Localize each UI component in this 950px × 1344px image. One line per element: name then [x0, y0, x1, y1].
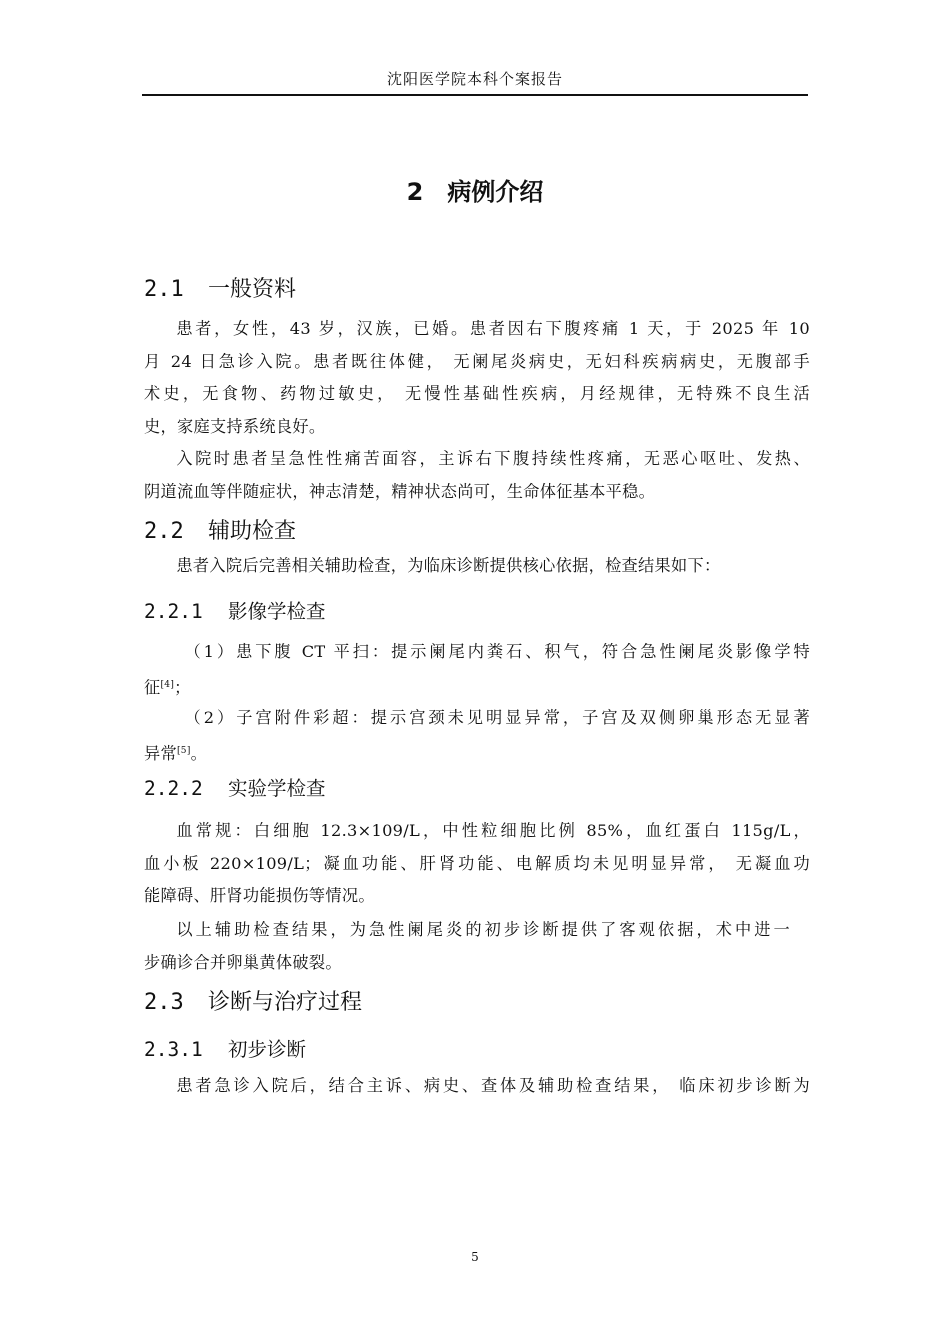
- text-line: 血小板 220×109/L；凝血功能、肝肾功能、电解质均未见明显异常， 无凝血功: [144, 853, 810, 873]
- text-line: 以上辅助检查结果，为急性阑尾炎的初步诊断提供了客观依据，术中进一: [176, 920, 790, 939]
- section-title: 诊断与治疗过程: [208, 990, 363, 1015]
- text-fragment: 征: [144, 677, 161, 697]
- section-title: 辅助检查: [208, 519, 297, 544]
- citation-ref: [5]: [176, 745, 191, 756]
- text-line: 患者急诊入院后，结合主诉、病史、查体及辅助检查结果， 临床初步诊断为: [176, 1076, 810, 1095]
- text-line: 入院时患者呈急性性痛苦面容，主诉右下腹持续性疼痛，无恶心呕吐、发热、: [176, 449, 810, 468]
- paragraph-general-info-1: [144, 313, 810, 443]
- section-title: 初步诊断: [228, 1038, 307, 1061]
- section-number: 2.2.1: [144, 600, 203, 623]
- text-line: （2）子宫附件彩超：提示宫颈未见明显异常，子宫及双侧卵巢形态无显著: [184, 708, 810, 727]
- section-heading-2-3: [144, 985, 362, 1016]
- text-line: （1）患下腹 CT 平扫：提示阑尾内粪石、积气，符合急性阑尾炎影像学特: [184, 642, 810, 661]
- text-line: 能障碍、肝肾功能损伤等情况。: [144, 886, 375, 905]
- page-number: 5: [471, 1250, 479, 1264]
- paragraph-initial-diagnosis: [144, 1070, 810, 1103]
- chapter-title: 2 病例介绍: [406, 178, 544, 206]
- section-heading-2-1: [144, 272, 296, 303]
- text-fragment: 异常: [144, 743, 177, 763]
- paragraph-general-info-2: [144, 443, 810, 508]
- text-fragment: 。: [190, 743, 208, 763]
- paragraph-lab-results: [144, 815, 810, 913]
- list-item-ultrasound: [144, 702, 810, 770]
- text-line: 阴道流血等伴随症状，神志清楚，精神状态尚可，生命体征基本平稳。: [144, 481, 656, 501]
- section-title: 影像学检查: [228, 600, 326, 623]
- running-header: 沈阳医学院本科个案报告: [386, 70, 563, 88]
- header-rule: [142, 94, 808, 96]
- section-number: 2.3: [144, 990, 184, 1015]
- section-heading-2-2: [144, 514, 296, 545]
- section-title: 一般资料: [208, 277, 297, 302]
- text-line: 患者入院后完善相关辅助检查，为临床诊断提供核心依据，检查结果如下：: [176, 556, 721, 575]
- text-line: [144, 735, 810, 771]
- text-line: [144, 669, 810, 705]
- text-line: 步确诊合并卵巢黄体破裂。: [144, 952, 342, 972]
- section-number: 2.3.1: [144, 1038, 203, 1061]
- text-line: 月 24 日急诊入院。患者既往体健， 无阑尾炎病史，无妇科疾病病史，无腹部手: [144, 351, 810, 371]
- paragraph-exam-summary: [144, 914, 810, 979]
- text-line: 血常规：白细胞 12.3×109/L，中性粒细胞比例 85%，血红蛋白 115g/L，: [176, 821, 810, 840]
- list-item-ct: [144, 636, 810, 704]
- text-line: 患者，女性，43 岁，汉族，已婚。患者因右下腹疼痛 1 天，于 2025 年 10: [176, 319, 810, 338]
- text-fragment: ；: [174, 677, 191, 697]
- paragraph-aux-exam-intro: [144, 550, 810, 583]
- text-line: 术史，无食物、药物过敏史， 无慢性基础性疾病，月经规律，无特殊不良生活: [144, 384, 810, 403]
- section-heading-2-2-1: [144, 596, 326, 624]
- section-number: 2.1: [144, 277, 184, 302]
- text-line: 史，家庭支持系统良好。: [144, 416, 326, 436]
- section-title: 实验学检查: [228, 777, 326, 800]
- section-number: 2.2: [144, 519, 184, 544]
- section-number: 2.2.2: [144, 777, 203, 800]
- citation-ref: [4]: [160, 679, 175, 690]
- section-heading-2-3-1: [144, 1034, 306, 1062]
- section-heading-2-2-2: [144, 773, 326, 801]
